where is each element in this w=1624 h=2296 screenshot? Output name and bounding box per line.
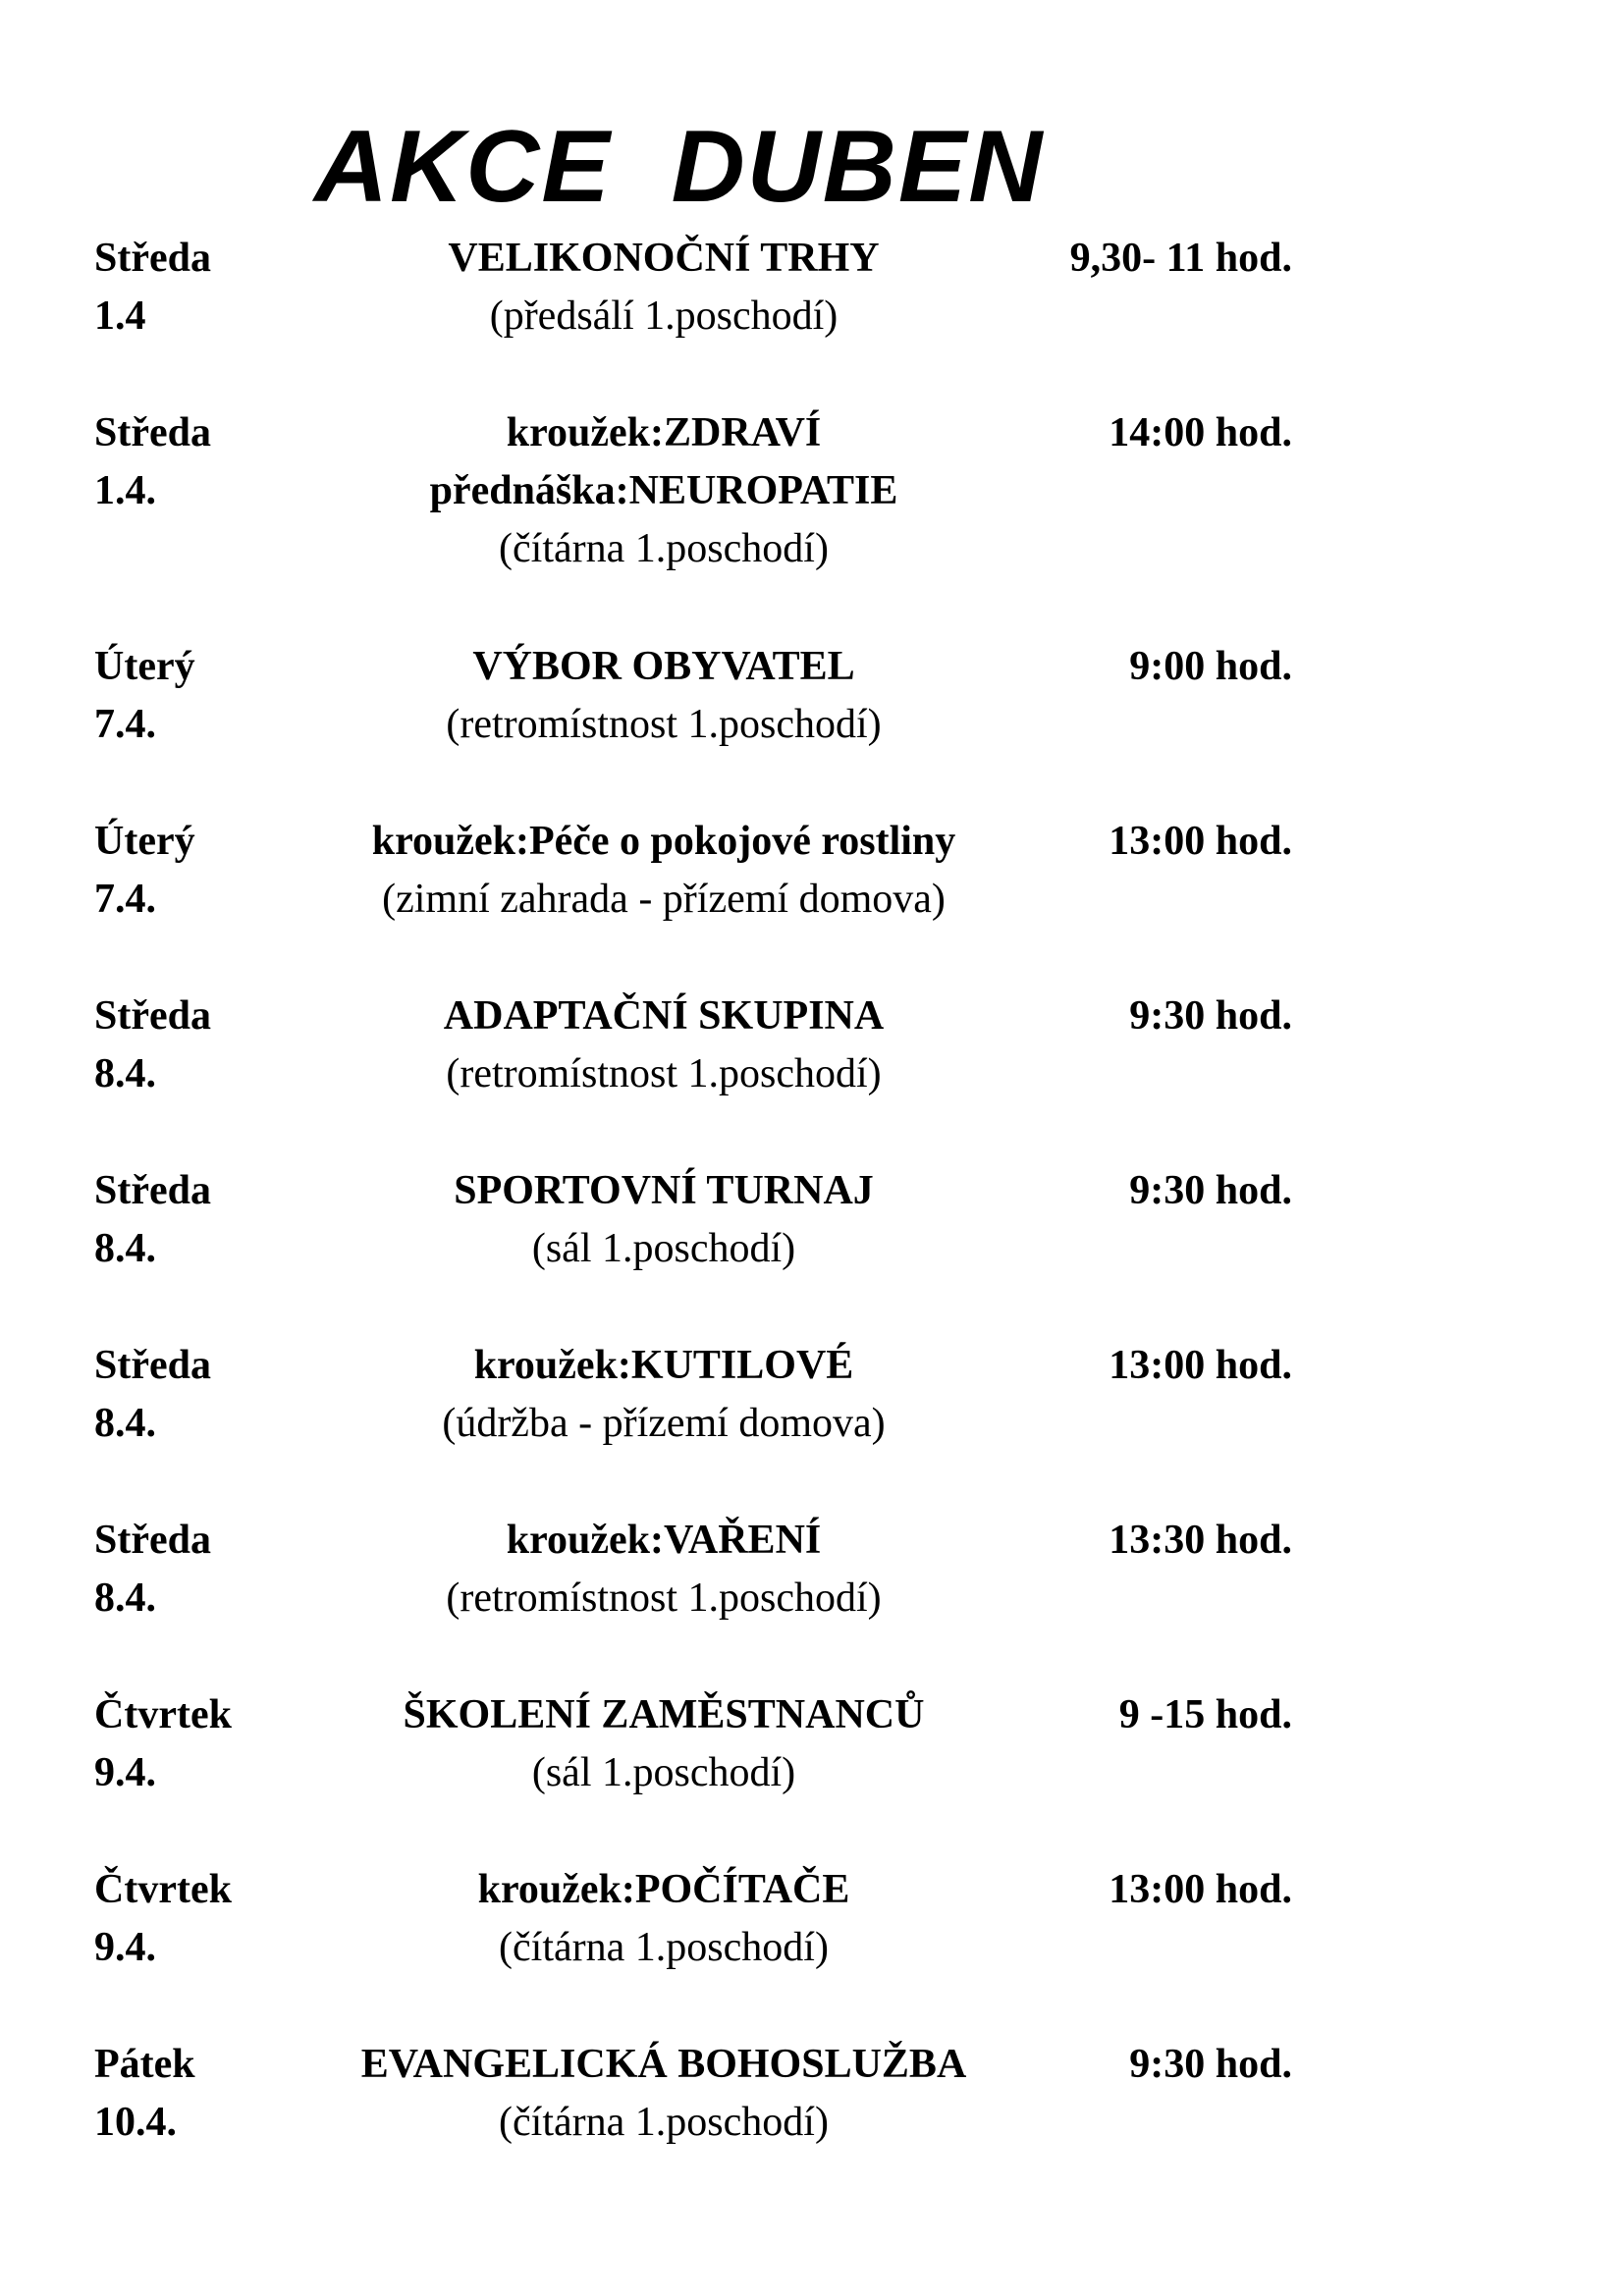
event-day: Středa: [94, 1168, 211, 1213]
event-time: 9,30- 11 hod.: [1069, 236, 1292, 281]
page-title: AKCE DUBEN: [314, 110, 1045, 224]
event-day: Čtvrtek: [94, 1692, 232, 1737]
event-name: ŠKOLENÍ ZAMĚSTNANCŮ: [403, 1692, 925, 1737]
event-time: 13:00 hod.: [1109, 1343, 1292, 1388]
event-date: 8.4.: [94, 1401, 156, 1446]
event-entry: [94, 238, 1292, 404]
event-date: 7.4.: [94, 877, 156, 922]
event-day: Úterý: [94, 644, 195, 689]
event-day: Středa: [94, 410, 211, 455]
event-name: SPORTOVNÍ TURNAJ: [454, 1168, 874, 1213]
event-place: (retromístnost 1.poschodí): [446, 1575, 882, 1621]
event-name: kroužek:ZDRAVÍ: [506, 410, 822, 455]
event-date: 7.4.: [94, 702, 156, 747]
event-time: 13:00 hod.: [1109, 819, 1292, 864]
event-name: kroužek:Péče o pokojové rostliny: [371, 819, 956, 864]
event-date: 9.4.: [94, 1750, 156, 1795]
event-date: 8.4.: [94, 1051, 156, 1096]
event-place: (sál 1.poschodí): [531, 1750, 796, 1795]
event-name: VELIKONOČNÍ TRHY: [448, 236, 880, 281]
event-place: (retromístnost 1.poschodí): [446, 702, 882, 747]
event-name: VÝBOR OBYVATEL: [472, 644, 855, 689]
event-day: Pátek: [94, 2042, 195, 2087]
event-entry: [94, 821, 1292, 988]
event-name: EVANGELICKÁ BOHOSLUŽBA: [360, 2042, 967, 2087]
event-day: Středa: [94, 236, 211, 281]
event-name: ADAPTAČNÍ SKUPINA: [443, 993, 885, 1039]
event-place: (čítárna 1.poschodí): [499, 1925, 829, 1970]
event-entry: [94, 1694, 1292, 1861]
event-date: 1.4.: [94, 468, 156, 513]
event-time: 13:30 hod.: [1109, 1518, 1292, 1563]
event-place: (zimní zahrada - přízemí domova): [382, 877, 946, 922]
event-time: 13:00 hod.: [1109, 1867, 1292, 1912]
event-day: Středa: [94, 993, 211, 1039]
event-place: (čítárna 1.poschodí): [499, 526, 829, 571]
event-name: kroužek:KUTILOVÉ: [473, 1343, 854, 1388]
event-place: (sál 1.poschodí): [531, 1226, 796, 1271]
event-place: (údržba - přízemí domova): [442, 1401, 886, 1446]
event-time: 9:30 hod.: [1129, 1168, 1292, 1213]
event-place: (předsálí 1.poschodí): [489, 294, 839, 339]
event-time: 9:00 hod.: [1129, 644, 1292, 689]
event-time: 9:30 hod.: [1129, 993, 1292, 1039]
event-time: 9:30 hod.: [1129, 2042, 1292, 2087]
event-date: 10.4.: [94, 2100, 177, 2145]
event-entry: [94, 2044, 1292, 2211]
event-time: 9 -15 hod.: [1118, 1692, 1292, 1737]
event-date: 8.4.: [94, 1575, 156, 1621]
event-entry: [94, 412, 1292, 579]
event-entry: [94, 995, 1292, 1162]
event-day: Středa: [94, 1343, 211, 1388]
event-entry: [94, 1170, 1292, 1337]
event-entry: [94, 646, 1292, 813]
event-date: 1.4: [94, 294, 146, 339]
event-day: Čtvrtek: [94, 1867, 232, 1912]
event-place: (retromístnost 1.poschodí): [446, 1051, 882, 1096]
event-entry: [94, 1520, 1292, 1686]
event-day: Středa: [94, 1518, 211, 1563]
event-time: 14:00 hod.: [1109, 410, 1292, 455]
event-date: 8.4.: [94, 1226, 156, 1271]
event-subtitle: přednáška:NEUROPATIE: [429, 468, 898, 513]
event-place: (čítárna 1.poschodí): [499, 2100, 829, 2145]
event-entry: [94, 1345, 1292, 1512]
event-date: 9.4.: [94, 1925, 156, 1970]
event-name: kroužek:POČÍTAČE: [477, 1867, 850, 1912]
event-name: kroužek:VAŘENÍ: [506, 1518, 822, 1563]
event-day: Úterý: [94, 819, 195, 864]
event-entry: [94, 1869, 1292, 2036]
